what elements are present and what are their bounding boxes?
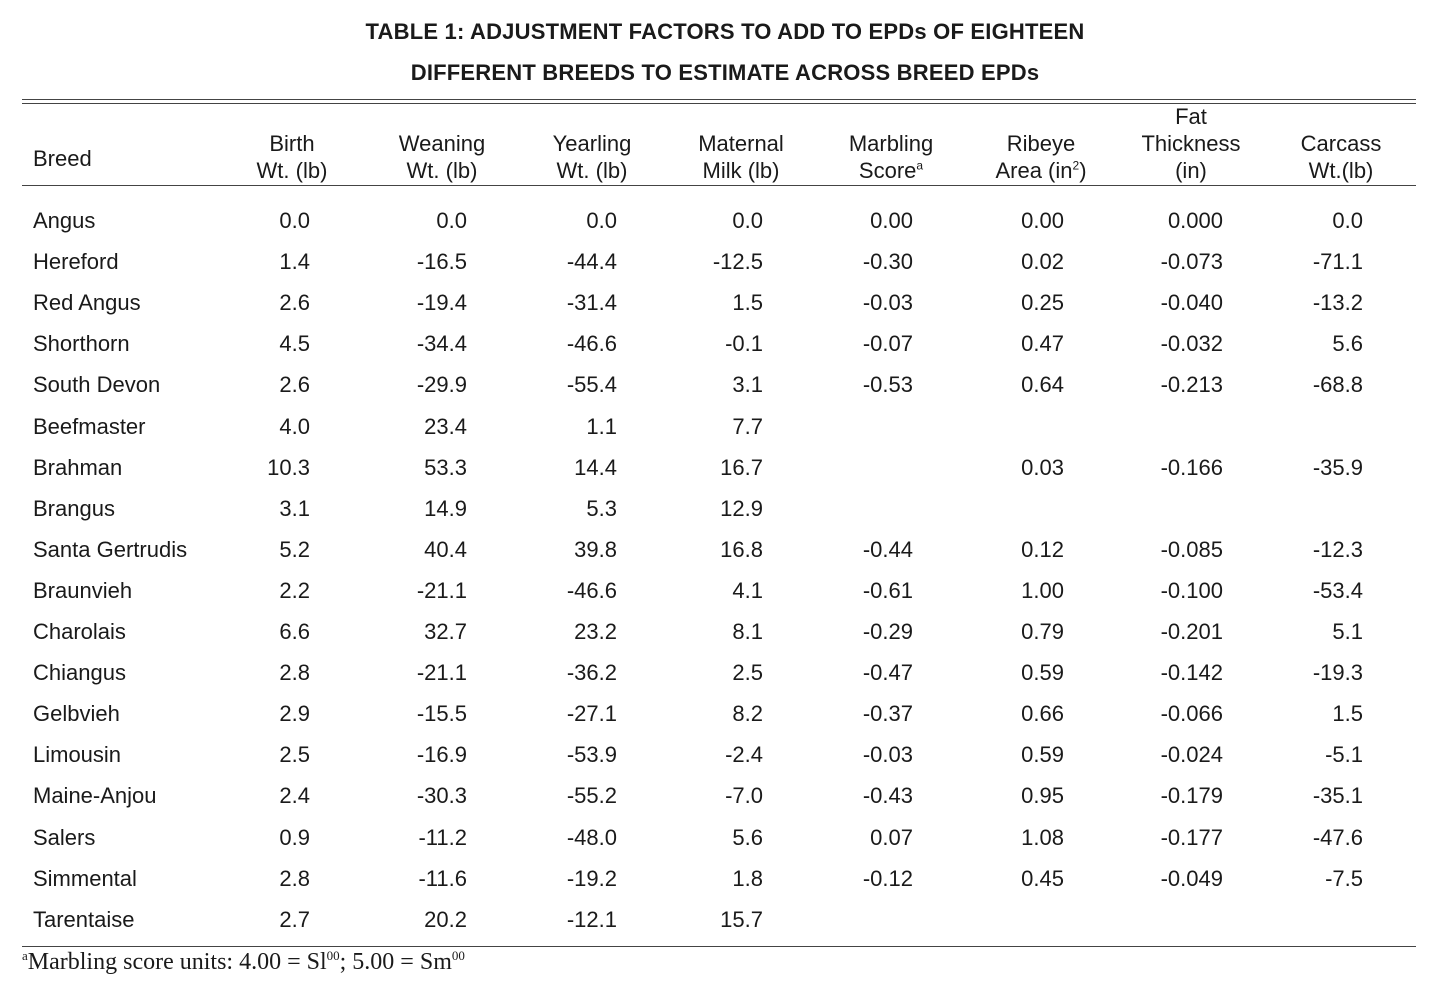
cell-weaning: -11.2 — [418, 824, 467, 850]
cell-fat: -0.049 — [1160, 865, 1223, 891]
cell-birth: 2.5 — [279, 742, 310, 768]
cell-milk: 8.2 — [732, 701, 763, 727]
header-yearling-line-1: Yearling — [552, 131, 632, 156]
cell-carcass: -19.3 — [1312, 660, 1363, 686]
cell-birth: 1.4 — [279, 249, 310, 275]
table-title-line-1: TABLE 1: ADJUSTMENT FACTORS TO ADD TO EPDs OF EIGHTEEN — [365, 19, 1085, 44]
cell-weaning: -30.3 — [416, 783, 467, 809]
cell-birth: 2.6 — [279, 372, 310, 398]
table-row — [0, 576, 1450, 606]
cell-carcass: -5.1 — [1325, 742, 1363, 768]
table-row — [0, 699, 1450, 729]
cell-birth: 10.3 — [267, 454, 310, 480]
table-row — [0, 905, 1450, 935]
cell-ribeye: 0.64 — [1021, 372, 1064, 398]
cell-ribeye: 0.79 — [1021, 619, 1064, 644]
cell-milk: -2.4 — [725, 742, 763, 768]
cell-weaning: 32.7 — [424, 619, 467, 644]
cell-breed: Brahman — [33, 454, 123, 480]
cell-marbling: -0.37 — [862, 701, 913, 727]
cell-birth: 2.8 — [279, 660, 310, 686]
header-breed-label: Breed — [33, 145, 92, 171]
cell-fat: -0.040 — [1160, 290, 1223, 316]
cell-weaning: 20.2 — [424, 906, 467, 932]
cell-carcass: 5.1 — [1332, 619, 1363, 644]
header-ribeye-area-text: Area (in — [995, 158, 1073, 183]
cell-yearling: -55.4 — [566, 372, 617, 398]
cell-ribeye: 0.03 — [1021, 454, 1064, 480]
header-marbling-score-text: Score — [858, 158, 917, 183]
header-milk-line-2: Milk (lb) — [702, 158, 780, 183]
cell-yearling: -44.4 — [566, 249, 617, 275]
header-weaning-line-1: Weaning — [398, 131, 486, 156]
cell-ribeye: 1.00 — [1021, 577, 1064, 603]
header-marbling-footnote-marker: a — [916, 158, 924, 173]
cell-carcass: -13.2 — [1312, 290, 1363, 316]
cell-yearling: 23.2 — [574, 619, 617, 644]
cell-marbling: -0.61 — [862, 577, 913, 603]
cell-milk: -12.5 — [712, 249, 763, 275]
header-ribeye-exponent: 2 — [1072, 158, 1080, 173]
cell-yearling: -36.2 — [566, 660, 617, 686]
cell-ribeye: 0.00 — [1021, 208, 1064, 233]
table-row — [0, 370, 1450, 400]
cell-fat: -0.201 — [1160, 619, 1223, 644]
cell-ribeye: 0.59 — [1021, 660, 1064, 686]
cell-weaning: -15.5 — [416, 701, 467, 727]
cell-weaning: 40.4 — [424, 536, 467, 562]
cell-carcass: -47.6 — [1312, 824, 1363, 850]
cell-fat: -0.213 — [1160, 372, 1223, 398]
header-carcass-line-2: Wt.(lb) — [1308, 158, 1374, 183]
cell-fat: -0.024 — [1160, 742, 1223, 768]
cell-breed: Maine-Anjou — [33, 783, 157, 809]
header-ribeye-close-paren: ) — [1079, 158, 1087, 183]
table-row — [0, 247, 1450, 277]
cell-milk: 1.5 — [732, 290, 763, 316]
cell-fat: -0.179 — [1160, 783, 1223, 809]
cell-ribeye: 0.59 — [1021, 742, 1064, 768]
cell-fat: -0.100 — [1160, 577, 1223, 603]
cell-breed: Simmental — [33, 865, 137, 891]
cell-marbling: -0.43 — [862, 783, 913, 809]
cell-breed: Limousin — [33, 742, 122, 768]
cell-breed: Charolais — [33, 619, 126, 644]
cell-carcass: 1.5 — [1332, 701, 1363, 727]
cell-yearling: -55.2 — [566, 783, 617, 809]
cell-breed: Gelbvieh — [33, 701, 120, 727]
header-marbling-line-2 — [859, 157, 923, 184]
table-bottom-rule — [22, 946, 1416, 947]
header-weaning-weight — [377, 104, 507, 184]
cell-breed: Santa Gertrudis — [33, 536, 188, 562]
footnote-text-1: Marbling score units: 4.00 = Sl — [27, 949, 327, 975]
cell-fat: -0.032 — [1160, 331, 1223, 357]
cell-marbling: -0.29 — [862, 619, 913, 644]
cell-yearling: -53.9 — [566, 742, 617, 768]
cell-milk: 15.7 — [720, 906, 763, 932]
cell-birth: 6.6 — [279, 619, 310, 644]
cell-yearling: -48.0 — [566, 824, 617, 850]
header-marbling-line-1: Marbling — [848, 131, 934, 156]
cell-yearling: -31.4 — [566, 290, 617, 316]
cell-milk: -0.1 — [725, 331, 763, 357]
cell-birth: 0.0 — [279, 208, 310, 233]
cell-birth: 2.8 — [279, 865, 310, 891]
cell-marbling: -0.03 — [862, 742, 913, 768]
cell-milk: 0.0 — [732, 208, 763, 233]
cell-yearling: -12.1 — [566, 906, 617, 932]
footnote-marker: a — [22, 948, 28, 963]
cell-breed: Angus — [33, 208, 96, 233]
cell-birth: 5.2 — [279, 536, 310, 562]
table-row — [0, 329, 1450, 359]
cell-yearling: -27.1 — [566, 701, 617, 727]
header-fat-line-1: Fat — [1175, 104, 1207, 129]
cell-breed: Chiangus — [33, 660, 126, 686]
header-breed — [33, 104, 183, 184]
cell-weaning: -29.9 — [416, 372, 467, 398]
cell-marbling: 0.07 — [870, 824, 913, 850]
cell-milk: 2.5 — [732, 660, 763, 686]
cell-breed: Red Angus — [33, 290, 141, 316]
cell-carcass: 0.0 — [1332, 208, 1363, 233]
header-ribeye-line-1: Ribeye — [1006, 131, 1076, 156]
cell-weaning: -34.4 — [416, 331, 467, 357]
cell-carcass: -35.9 — [1312, 454, 1363, 480]
cell-fat: -0.166 — [1160, 454, 1223, 480]
cell-birth: 2.9 — [279, 701, 310, 727]
table-row — [0, 535, 1450, 565]
footnote-text-2: ; 5.00 = Sm — [339, 949, 452, 975]
cell-milk: 5.6 — [732, 824, 763, 850]
cell-weaning: 23.4 — [424, 413, 467, 439]
cell-marbling: -0.53 — [862, 372, 913, 398]
header-birth-line-2: Wt. (lb) — [256, 158, 328, 183]
table-title-line-2: DIFFERENT BREEDS TO ESTIMATE ACROSS BREED EPDs — [410, 60, 1040, 85]
cell-milk: 1.8 — [732, 865, 763, 891]
cell-fat: -0.066 — [1160, 701, 1223, 727]
table-row — [0, 494, 1450, 524]
cell-yearling: -46.6 — [566, 331, 617, 357]
cell-carcass: -7.5 — [1325, 865, 1363, 891]
cell-weaning: -21.1 — [416, 577, 467, 603]
cell-yearling: 1.1 — [586, 413, 617, 439]
cell-ribeye: 0.95 — [1021, 783, 1064, 809]
table-row — [0, 864, 1450, 894]
cell-marbling: 0.00 — [870, 208, 913, 233]
footnote-sup-1: 00 — [326, 948, 340, 963]
header-marbling-score — [826, 104, 956, 184]
cell-fat: 0.000 — [1167, 208, 1223, 233]
cell-milk: 8.1 — [732, 619, 763, 644]
cell-weaning: -19.4 — [416, 290, 467, 316]
cell-ribeye: 0.25 — [1021, 290, 1064, 316]
table-row — [0, 823, 1450, 853]
header-birth-line-1: Birth — [269, 131, 315, 156]
cell-weaning: 53.3 — [424, 454, 467, 480]
cell-yearling: -19.2 — [566, 865, 617, 891]
cell-milk: 7.7 — [732, 413, 763, 439]
cell-breed: Shorthorn — [33, 331, 130, 357]
table-row — [0, 740, 1450, 770]
header-bottom-rule — [22, 185, 1416, 186]
header-maternal-milk — [676, 104, 806, 184]
header-birth-weight — [232, 104, 352, 184]
cell-marbling: -0.44 — [862, 536, 913, 562]
cell-yearling: 0.0 — [586, 208, 617, 233]
cell-breed: Salers — [33, 824, 96, 850]
cell-ribeye: 1.08 — [1021, 824, 1064, 850]
cell-weaning: -16.9 — [416, 742, 467, 768]
cell-marbling: -0.03 — [862, 290, 913, 316]
cell-ribeye: 0.47 — [1021, 331, 1064, 357]
cell-birth: 2.7 — [279, 906, 310, 932]
table-row — [0, 206, 1450, 236]
cell-breed: South Devon — [33, 372, 161, 398]
header-ribeye-line-2 — [995, 157, 1086, 184]
footnote-sup-2: 00 — [451, 948, 465, 963]
cell-fat: -0.142 — [1160, 660, 1223, 686]
cell-weaning: 14.9 — [424, 495, 467, 521]
header-ribeye-area — [976, 104, 1106, 184]
table-row — [0, 453, 1450, 483]
cell-milk: 12.9 — [720, 495, 763, 521]
header-yearling-line-2: Wt. (lb) — [556, 158, 628, 183]
table-row — [0, 412, 1450, 442]
cell-milk: 16.7 — [720, 454, 763, 480]
cell-birth: 2.2 — [279, 577, 310, 603]
cell-birth: 2.4 — [279, 783, 310, 809]
table-row — [0, 658, 1450, 688]
cell-marbling: -0.07 — [862, 331, 913, 357]
cell-marbling: -0.47 — [862, 660, 913, 686]
cell-milk: 3.1 — [732, 372, 763, 398]
cell-fat: -0.177 — [1160, 824, 1223, 850]
cell-ribeye: 0.45 — [1021, 865, 1064, 891]
cell-carcass: -12.3 — [1312, 536, 1363, 562]
header-carcass-weight — [1276, 104, 1406, 184]
table-row — [0, 781, 1450, 811]
cell-birth: 0.9 — [279, 824, 310, 850]
cell-weaning: -11.6 — [418, 865, 467, 891]
cell-yearling: -46.6 — [566, 577, 617, 603]
cell-breed: Brangus — [33, 495, 115, 521]
cell-weaning: -16.5 — [416, 249, 467, 275]
cell-yearling: 14.4 — [574, 454, 617, 480]
header-fat-line-2: Thickness — [1141, 131, 1241, 156]
cell-carcass: -35.1 — [1312, 783, 1363, 809]
cell-breed: Tarentaise — [33, 906, 135, 932]
cell-carcass: -53.4 — [1312, 577, 1363, 603]
cell-carcass: -71.1 — [1312, 249, 1363, 275]
cell-fat: -0.073 — [1160, 249, 1223, 275]
table-row — [0, 288, 1450, 318]
header-carcass-line-1: Carcass — [1300, 131, 1382, 156]
table-row — [0, 617, 1450, 647]
cell-breed: Hereford — [33, 249, 119, 275]
cell-ribeye: 0.02 — [1021, 249, 1064, 275]
cell-birth: 2.6 — [279, 290, 310, 316]
header-fat-line-3: (in) — [1175, 158, 1207, 183]
cell-birth: 4.0 — [279, 413, 310, 439]
header-fat-thickness — [1121, 104, 1261, 184]
cell-milk: 4.1 — [732, 577, 763, 603]
cell-yearling: 5.3 — [586, 495, 617, 521]
header-milk-line-1: Maternal — [698, 131, 784, 156]
cell-birth: 4.5 — [279, 331, 310, 357]
cell-carcass: -68.8 — [1312, 372, 1363, 398]
cell-weaning: 0.0 — [436, 208, 467, 233]
cell-carcass: 5.6 — [1332, 331, 1363, 357]
header-weaning-line-2: Wt. (lb) — [406, 158, 478, 183]
cell-ribeye: 0.66 — [1021, 701, 1064, 727]
cell-milk: -7.0 — [725, 783, 763, 809]
cell-milk: 16.8 — [720, 536, 763, 562]
footnote — [22, 948, 465, 976]
cell-marbling: -0.12 — [862, 865, 913, 891]
cell-breed: Beefmaster — [33, 413, 146, 439]
cell-weaning: -21.1 — [416, 660, 467, 686]
cell-yearling: 39.8 — [574, 536, 617, 562]
cell-marbling: -0.30 — [862, 249, 913, 275]
cell-birth: 3.1 — [279, 495, 310, 521]
cell-breed: Braunvieh — [33, 577, 133, 603]
cell-fat: -0.085 — [1160, 536, 1223, 562]
cell-ribeye: 0.12 — [1021, 536, 1064, 562]
header-yearling-weight — [527, 104, 657, 184]
